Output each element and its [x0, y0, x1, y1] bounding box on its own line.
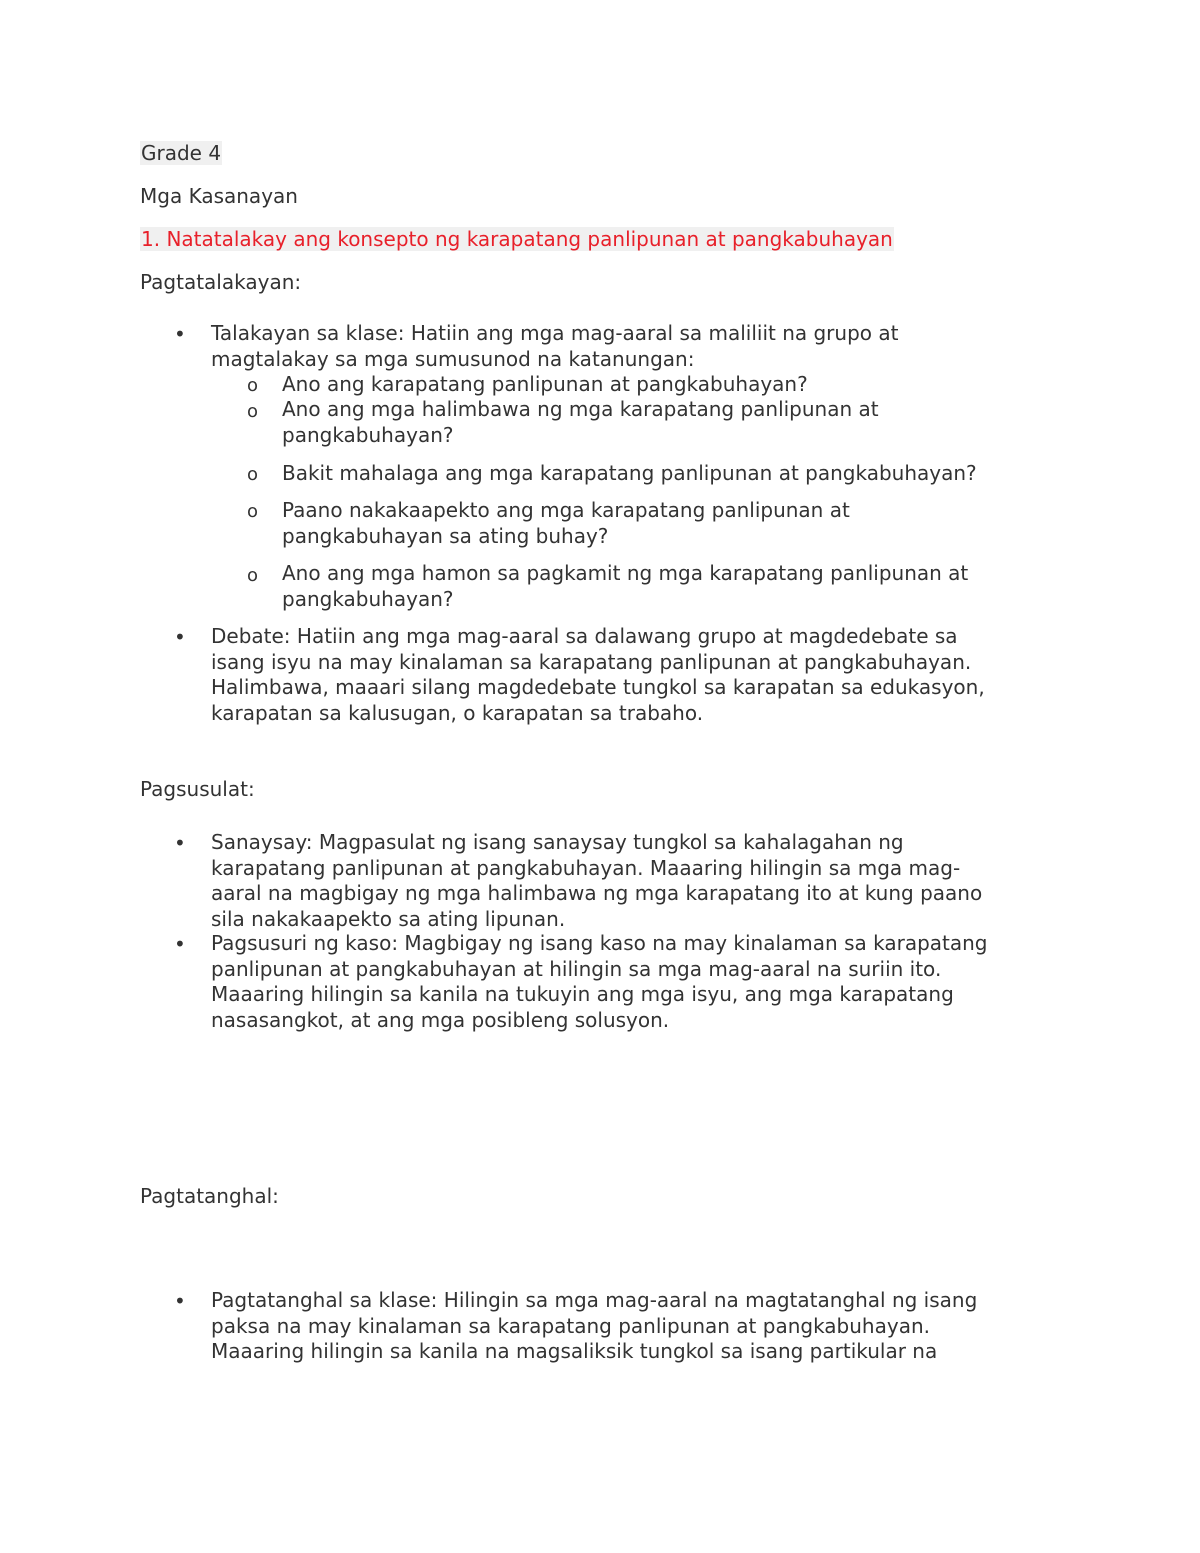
- bullet-marker: •: [174, 932, 186, 956]
- bullet-marker: •: [174, 322, 186, 346]
- list-item-talakayan: Talakayan sa klase: Hatiin ang mga mag-aaral sa maliliit na grupo at magtalakay sa mga sumusunod na katanungan:: [211, 321, 899, 371]
- section-heading-talakayan: Pagtatalakayan:: [140, 270, 302, 294]
- list-item-pagtatanghal: Pagtatanghal sa klase: Hilingin sa mga mag-aaral na magtatanghal ng isang paksa na may kinalaman sa karapatang panlipunan at pangkabuhayan. Maaaring hilingin sa kanila na magsaliksik tungkol sa isang partikular na: [211, 1288, 978, 1363]
- sub-list-item: Ano ang mga halimbawa ng mga karapatang panlipunan at pangkabuhayan?: [282, 397, 879, 447]
- bullet-marker: •: [174, 625, 186, 649]
- list-item-pagsusuri: Pagsusuri ng kaso: Magbigay ng isang kaso na may kinalaman sa karapatang panlipunan at pangkabuhayan at hilingin sa mga mag-aaral na suriin ito. Maaaring hilingin sa kanila na tukuyin ang mga isyu, ang mga karapatang nasasangkot, at ang mga posibleng solusyon.: [211, 931, 988, 1032]
- sub-list-item: Bakit mahalaga ang mga karapatang panlipunan at pangkabuhayan?: [282, 461, 977, 485]
- sub-list-item: Ano ang mga hamon sa pagkamit ng mga karapatang panlipunan at pangkabuhayan?: [282, 561, 969, 611]
- list-item-debate: Debate: Hatiin ang mga mag-aaral sa dalawang grupo at magdedebate sa isang isyu na may kinalaman sa karapatang panlipunan at pangkabuhayan. Halimbawa, maaari silang magdedebate tungkol sa karapatan sa edukasyon, karapatan sa kalusugan, o karapatan sa trabaho.: [211, 624, 985, 725]
- section-heading-pagtatanghal: Pagtatanghal:: [140, 1184, 279, 1208]
- sub-bullet-marker: o: [247, 565, 259, 586]
- bullet-marker: •: [174, 831, 186, 855]
- sub-bullet-marker: o: [247, 375, 259, 396]
- sub-bullet-marker: o: [247, 401, 259, 422]
- objective-text: 1. Natatalakay ang konsepto ng karapatang panlipunan at pangkabuhayan: [141, 227, 893, 251]
- sub-list-item: Ano ang karapatang panlipunan at pangkabuhayan?: [282, 372, 808, 396]
- bullet-marker: •: [174, 1289, 186, 1313]
- sub-list-item: Paano nakakaapekto ang mga karapatang panlipunan at pangkabuhayan sa ating buhay?: [282, 498, 850, 548]
- section-heading-pagsusulat: Pagsusulat:: [140, 777, 255, 801]
- skills-heading: Mga Kasanayan: [140, 184, 298, 208]
- list-item-sanaysay: Sanaysay: Magpasulat ng isang sanaysay tungkol sa kahalagahan ng karapatang panlipunan at pangkabuhayan. Maaaring hilingin sa mga mag- aaral na magbigay ng mga halimbawa ng mga karapatang ito at kung paano sila nakakaapekto sa ating lipunan.: [211, 830, 983, 931]
- sub-bullet-marker: o: [247, 501, 259, 522]
- sub-bullet-marker: o: [247, 464, 259, 485]
- grade-label: Grade 4: [141, 141, 222, 165]
